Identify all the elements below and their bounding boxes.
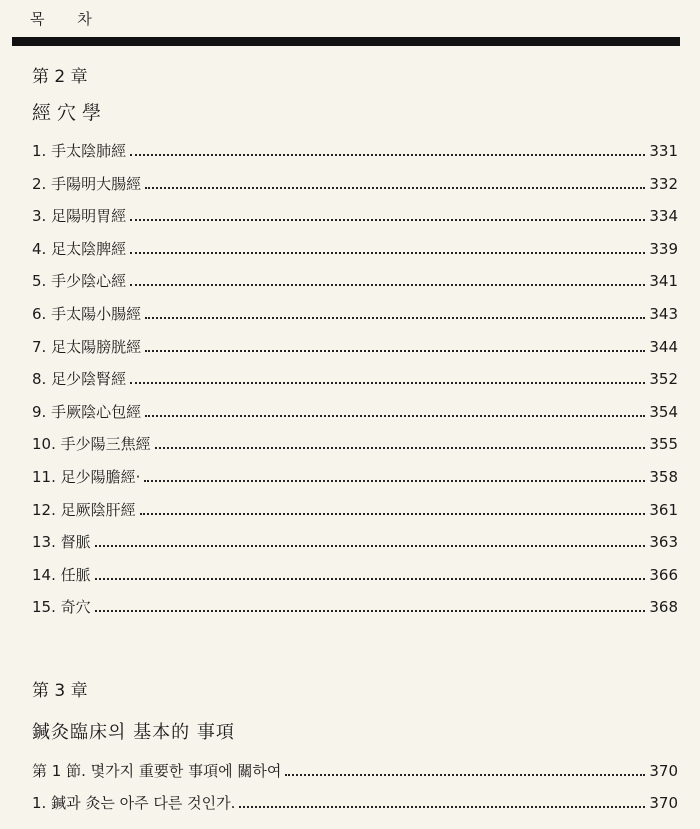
dot-leader bbox=[130, 381, 645, 384]
dot-leader bbox=[145, 186, 645, 189]
chapter-2-entry-row[interactable] bbox=[32, 466, 678, 487]
chapter-2-entry-page-number: 332 bbox=[649, 174, 678, 193]
dot-leader bbox=[130, 283, 645, 286]
chapter-2-entry-label: 4. 足太陰脾經 bbox=[32, 239, 127, 258]
header-rule bbox=[12, 37, 680, 46]
chapter-2-entry-row[interactable] bbox=[32, 564, 678, 585]
chapter-2-entry-page-number: 363 bbox=[649, 533, 678, 552]
chapter-3-entry-row[interactable] bbox=[32, 792, 678, 813]
chapter-2-entry-page-number: 361 bbox=[649, 500, 678, 519]
dot-leader bbox=[155, 446, 646, 449]
dot-leader bbox=[130, 153, 645, 156]
chapter-2-entry-label: 6. 手太陽小腸經 bbox=[32, 305, 142, 323]
chapter-2-entry-page-number: 355 bbox=[649, 435, 678, 454]
chapter-2-entry-page-number: 354 bbox=[649, 402, 678, 421]
dot-leader bbox=[145, 349, 645, 352]
dot-leader bbox=[239, 805, 645, 808]
chapter-2-entry-label: 3. 足陽明胃經 bbox=[32, 207, 127, 226]
chapter-3-entry-label: 第 1 節. 몇가지 重要한 事項에 關하여 bbox=[32, 762, 282, 780]
chapter-2-entry-page-number: 343 bbox=[649, 305, 678, 323]
chapter-3-heading: 第 3 章 bbox=[32, 681, 88, 701]
dot-leader bbox=[145, 316, 645, 319]
chapter-2-heading: 第 2 章 bbox=[32, 67, 88, 87]
dot-leader bbox=[95, 544, 646, 547]
chapter-2-entry-row[interactable] bbox=[32, 140, 678, 161]
chapter-2-entry-label: 5. 手少陰心經 bbox=[32, 272, 127, 291]
chapter-2-entry-row[interactable] bbox=[32, 270, 678, 291]
chapter-2-entry-row[interactable] bbox=[32, 205, 678, 226]
chapter-2-entry-label: 1. 手太陰肺經 bbox=[32, 142, 127, 160]
chapter-2-entry-label: 13. 督脈 bbox=[32, 533, 91, 552]
chapter-2-entry-row[interactable] bbox=[32, 303, 678, 324]
dot-leader bbox=[130, 218, 645, 221]
chapter-2-entry-label: 14. 任脈 bbox=[32, 565, 91, 584]
chapter-2-entry-page-number: 341 bbox=[649, 272, 678, 291]
chapter-2-entry-label: 7. 足太陽膀胱經 bbox=[32, 337, 142, 356]
chapter-2-entry-label: 9. 手厥陰心包經 bbox=[32, 402, 142, 421]
chapter-2-entry-page-number: 366 bbox=[649, 565, 678, 584]
chapter-3-entry-page-number: 370 bbox=[649, 762, 678, 780]
chapter-2-entry-page-number: 339 bbox=[649, 239, 678, 258]
chapter-2-entry-page-number: 358 bbox=[649, 468, 678, 486]
chapter-2-entry-label: 8. 足少陰腎經 bbox=[32, 370, 127, 389]
chapter-2-entry-row[interactable] bbox=[32, 596, 678, 617]
chapter-3-title: 鍼灸臨床의 基本的 事項 bbox=[32, 722, 235, 743]
chapter-2-entry-page-number: 368 bbox=[649, 598, 678, 617]
chapter-2-entry-label: 11. 足少陽膽經· bbox=[32, 468, 141, 486]
chapter-2-entry-page-number: 334 bbox=[649, 207, 678, 226]
chapter-2-entry-row[interactable] bbox=[32, 499, 678, 520]
chapter-2-entry-row[interactable] bbox=[32, 238, 678, 259]
chapter-2-entry-row[interactable] bbox=[32, 531, 678, 552]
chapter-2-entry-label: 10. 手少陽三焦經 bbox=[32, 435, 151, 454]
chapter-2-entry-page-number: 344 bbox=[649, 337, 678, 356]
running-head: 목 차 bbox=[30, 10, 106, 28]
dot-leader bbox=[95, 609, 646, 612]
dot-leader bbox=[144, 479, 645, 482]
dot-leader bbox=[95, 577, 646, 580]
dot-leader bbox=[140, 512, 646, 515]
dot-leader bbox=[130, 251, 645, 254]
chapter-2-title: 經穴學 bbox=[32, 102, 108, 124]
dot-leader bbox=[145, 414, 645, 417]
chapter-2-entry-page-number: 352 bbox=[649, 370, 678, 389]
chapter-3-entry-row[interactable] bbox=[32, 760, 678, 781]
chapter-2-entry-row[interactable] bbox=[32, 433, 678, 454]
chapter-3-entry-page-number: 370 bbox=[649, 794, 678, 812]
chapter-2-entry-label: 12. 足厥陰肝經 bbox=[32, 500, 136, 519]
chapter-2-entry-row[interactable] bbox=[32, 401, 678, 422]
chapter-2-entry-row[interactable] bbox=[32, 173, 678, 194]
dot-leader bbox=[285, 773, 645, 776]
chapter-2-entry-label: 2. 手陽明大腸經 bbox=[32, 174, 142, 193]
chapter-2-entry-label: 15. 奇穴 bbox=[32, 598, 91, 617]
chapter-3-entry-label: 1. 鍼과 灸는 아주 다른 것인가. bbox=[32, 794, 236, 812]
chapter-2-entry-row[interactable] bbox=[32, 336, 678, 357]
chapter-2-entry-row[interactable] bbox=[32, 368, 678, 389]
chapter-2-entry-page-number: 331 bbox=[649, 142, 678, 160]
